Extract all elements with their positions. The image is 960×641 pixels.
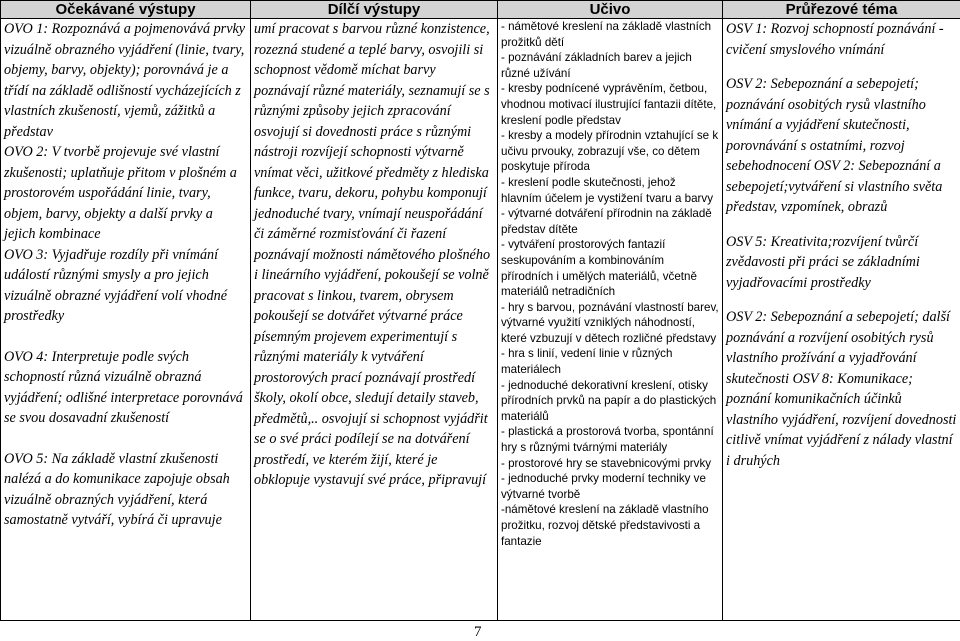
header-cross-cutting-theme: Průřezové téma bbox=[723, 1, 960, 19]
curriculum-item: - jednoduché prvky moderní techniky ve výtvarné tvorbě bbox=[501, 472, 706, 501]
curriculum-item: -námětové kreslení na základě vlastního prožitku, rozvoj dětské představivosti a fantazie bbox=[501, 503, 709, 548]
curriculum-item: - hry s barvou, poznávání vlastností barev, výtvarné využití vzniklých náhodností, které vzbuzují v dětech rozličné představy bbox=[501, 300, 719, 345]
header-partial-outcomes: Dílčí výstupy bbox=[251, 1, 498, 19]
outcome-ovo-5: OVO 5: Na základě vlastní zkušenosti nalézá a do komunikace zapojuje obsah vizuálně obrazných vyjádření, která samostatně vytváří, vybírá či upravuje bbox=[4, 450, 230, 528]
curriculum-item: - plastická a prostorová tvorba, spontánní hry s různými tvárnými materiály bbox=[501, 425, 714, 455]
theme-osv-1: OSV 1: Rozvoj schopností poznávání - cvičení smyslového vnímání bbox=[726, 21, 944, 58]
curriculum-item: - námětové kreslení na základě vlastních prožitků dětí bbox=[501, 20, 712, 49]
theme-osv-2: OSV 2: Sebepoznání a sebepojetí; poznávání osobitých rysů vlastního vnímání a vyjádření skutečnosti, porovnávání s ostatními, rozvoj sebehodnocení OSV 2: Sebepoznání a sebepojetí;vytváření si vlastního světa představ, vzpomínek, obrazů bbox=[726, 76, 943, 215]
header-row bbox=[1, 1, 960, 19]
curriculum-item: - kresby a modely přírodnin vztahující se k učivu prvouky, zobrazují vše, co dětem poskytuje příroda bbox=[501, 129, 719, 174]
page-number: 7 bbox=[474, 624, 482, 640]
curriculum-item: - kreslení podle skutečnosti, jehož hlavním účelem je vystižení tvaru a barvy bbox=[501, 175, 713, 205]
cross-cutting-theme-cell bbox=[723, 19, 960, 621]
curriculum-cell bbox=[498, 19, 723, 621]
theme-osv-2-8: OSV 2: Sebepoznání a sebepojetí; další poznávání a rozvíjení osobitých rysů vlastního prožívání a vyjadřování skutečnosti OSV 8: Komunikace; poznání komunikačních účinků vlastního vyjádření, rozvíjení dovednosti citlivě vnímat vyjádření z nálady vlastní i druhých bbox=[726, 309, 957, 469]
curriculum-item: - hra s linií, vedení linie v různých materiálech bbox=[501, 347, 673, 377]
curriculum-item: - vytváření prostorových fantazií seskupováním a kombinováním přírodních i umělých materiálů, včetně materiálů netradičních bbox=[501, 238, 697, 299]
partial-outcomes-text: umí pracovat s barvou různé konzistence, rozezná studené a teplé barvy, osvojili si schopnost vědomě míchat barvy poznávají různé materiály, seznamují se s různými způsoby jejich zpracování osvojují si dovednosti práce s různými nástroji rozvíjejí schopnosti výtvarně vnímat věci, užitkové předměty z hlediska funkce, tvaru, dekoru, pohybu komponují jednoduché tvary, vnímají neuspořádání či záměrné rozmisťování či řazení poznávají možnosti námětového plošného i lineárního vyjádření, pokoušejí se volně pracovat s linkou, tvarem, obrysem pokoušejí se dotvářet výtvarné práce písemným projevem experimentují s různými materiály k vytváření prostorových prací poznávají prostředí školy, okolí obce, sledují detaily staveb, předmětů,.. osvojují si schopnost vyjádřit se o své práci podílejí se na dotváření prostředí, ve kterém žijí, které je obklopuje vystavují své práce, připravují bbox=[254, 21, 491, 488]
header-curriculum: Učivo bbox=[498, 1, 723, 19]
curriculum-item: - kresby podnícené vyprávěním, četbou, vhodnou motivací ilustrující fantazii dítěte, kreslení podle představ bbox=[501, 82, 717, 127]
partial-outcomes-cell bbox=[251, 19, 498, 621]
outcome-ovo-4: OVO 4: Interpretuje podle svých schopností různá vizuálně obrazná vyjádření; odlišné interpretace porovnává se svou dosavadní zkušeností bbox=[4, 348, 243, 426]
theme-osv-5: OSV 5: Kreativita;rozvíjení tvůrčí zvědavosti při práci se základními vyjadřovacími prostředky bbox=[726, 233, 920, 291]
outcome-ovo-2: OVO 2: V tvorbě projevuje své vlastní zkušenosti; uplatňuje přitom v plošném a prostorovém uspořádání linie, tvary, objem, barvy, objekty a další prvky a jejich kombinace bbox=[4, 144, 237, 242]
curriculum-item: - výtvarné dotváření přírodnin na základě představ dítěte bbox=[501, 207, 712, 236]
header-expected-outcomes: Očekávané výstupy bbox=[1, 1, 251, 19]
curriculum-item: - jednoduché dekorativní kreslení, otisky přírodních prvků na papír a do plastických materiálů bbox=[501, 378, 717, 423]
curriculum-item: - poznávání základních barev a jejich různé užívání bbox=[501, 51, 692, 80]
curriculum-item: - prostorové hry se stavebnicovými prvky bbox=[501, 456, 712, 470]
outcome-ovo-1: OVO 1: Rozpoznává a pojmenovává prvky vizuálně obrazného vyjádření (linie, tvary, objemy, barvy, objekty); porovnává je a třídí na základě odlišností vycházejících z vlastních zkušeností, vjemů, zážitků a představ bbox=[4, 21, 246, 140]
expected-outcomes-cell bbox=[1, 19, 251, 621]
content-row bbox=[1, 19, 960, 621]
outcome-ovo-3: OVO 3: Vyjadřuje rozdíly při vnímání událostí různými smysly a pro jejich vizuálně obrazné vyjádření volí vhodné prostředky bbox=[4, 246, 228, 324]
